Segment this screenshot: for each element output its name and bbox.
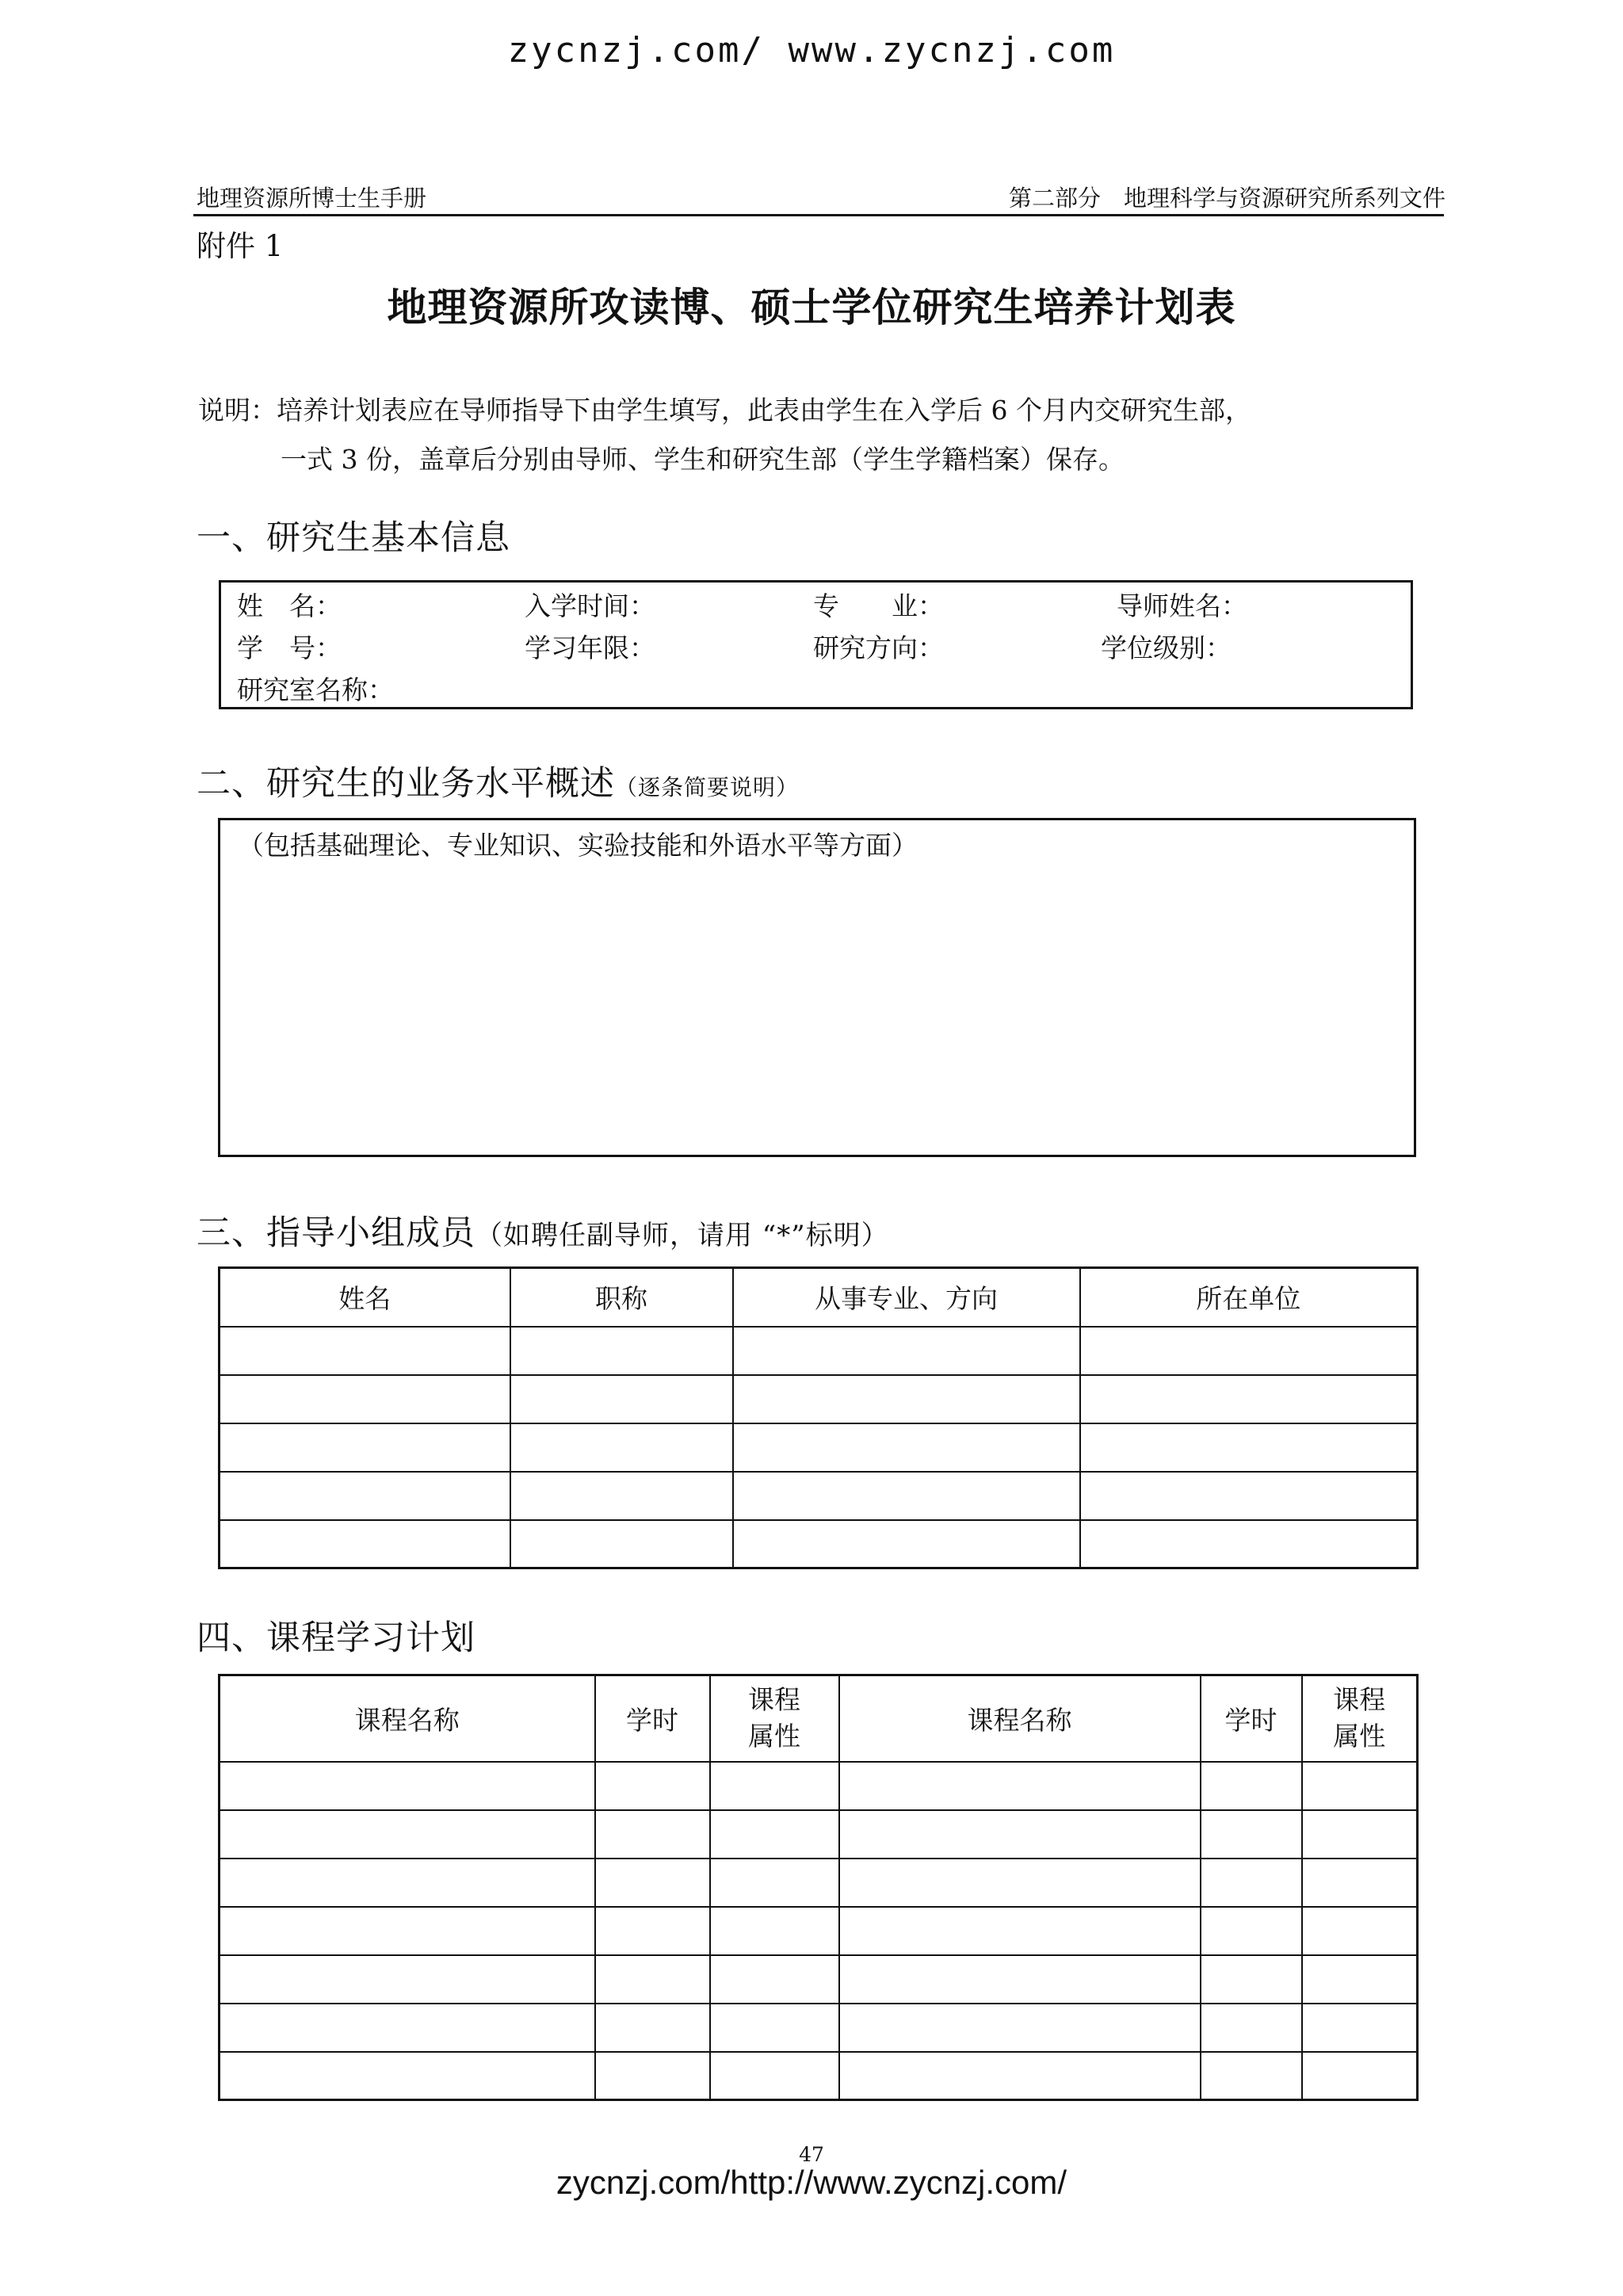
- basic-info-box: [219, 580, 1413, 709]
- table-row: [220, 1907, 1418, 1955]
- table-row: [220, 2052, 1418, 2100]
- table-cell[interactable]: [839, 2004, 1201, 2052]
- field-name[interactable]: 姓 名：: [237, 590, 342, 621]
- table-cell[interactable]: [220, 2004, 595, 2052]
- watermark-bottom: zycnzj.com/http://www.zycnzj.com/: [556, 2164, 1067, 2201]
- course-attr-line1: 课程: [748, 1684, 800, 1716]
- table-cell[interactable]: [733, 1327, 1080, 1375]
- course-attr-line2-2: 属性: [1333, 1721, 1386, 1752]
- table-cell[interactable]: [510, 1472, 733, 1520]
- table-cell[interactable]: [595, 1859, 710, 1907]
- instructions-line-2: 一式 3 份，盖章后分别由导师、学生和研究生部（学生学籍档案）保存。: [281, 444, 1125, 475]
- table-cell[interactable]: [1201, 1907, 1302, 1955]
- table-cell[interactable]: [1302, 2052, 1418, 2100]
- instructions: [198, 386, 1251, 484]
- table-row: [220, 1520, 1418, 1568]
- instructions-line-1: 说明：培养计划表应在导师指导下由学生填写，此表由学生在入学后 6 个月内交研究生部，: [198, 395, 1251, 426]
- col-header-course-name-2: 课程名称: [839, 1675, 1201, 1762]
- col-header-name: 姓名: [220, 1268, 510, 1327]
- page-number: 47: [799, 2143, 824, 2166]
- col-header-affiliation: 所在单位: [1080, 1268, 1418, 1327]
- table-row: [220, 1859, 1418, 1907]
- section2-title-text: 二、研究生的业务水平概述: [197, 764, 615, 804]
- table-cell[interactable]: [220, 1907, 595, 1955]
- proficiency-summary-box[interactable]: [218, 818, 1416, 1157]
- section3-title: [197, 1206, 889, 1255]
- col-header-hours: 学时: [595, 1675, 710, 1762]
- header-rule: [193, 214, 1444, 216]
- table-cell[interactable]: [220, 1375, 510, 1423]
- table-cell[interactable]: [220, 1955, 595, 2004]
- table-row: [220, 2004, 1418, 2052]
- table-cell[interactable]: [733, 1520, 1080, 1568]
- section2-subtitle: （逐条简要说明）: [615, 774, 800, 800]
- table-cell[interactable]: [220, 1472, 510, 1520]
- section3-title-text: 三、指导小组成员: [197, 1213, 475, 1253]
- col-header-title: 职称: [510, 1268, 733, 1327]
- field-major[interactable]: 专 业：: [813, 590, 944, 621]
- table-cell[interactable]: [595, 1762, 710, 1810]
- table-header-row: [220, 1268, 1418, 1327]
- section3-subtitle: （如聘任副导师，请用 “*”标明）: [475, 1220, 889, 1251]
- table-cell[interactable]: [1201, 2004, 1302, 2052]
- col-header-specialty: 从事专业、方向: [733, 1268, 1080, 1327]
- table-cell[interactable]: [1080, 1520, 1418, 1568]
- table-row: [220, 1327, 1418, 1375]
- table-cell[interactable]: [510, 1423, 733, 1472]
- table-cell[interactable]: [839, 1955, 1201, 2004]
- col-header-course-attr-2: [1302, 1675, 1418, 1762]
- table-cell[interactable]: [595, 2004, 710, 2052]
- table-cell[interactable]: [839, 1810, 1201, 1859]
- course-attr-line1-2: 课程: [1333, 1684, 1386, 1716]
- table-cell[interactable]: [510, 1375, 733, 1423]
- table-cell[interactable]: [220, 1762, 595, 1810]
- table-cell[interactable]: [1080, 1327, 1418, 1375]
- table-cell[interactable]: [1201, 2052, 1302, 2100]
- field-degree-level[interactable]: 学位级别：: [1101, 632, 1232, 663]
- table-cell[interactable]: [220, 1859, 595, 1907]
- table-cell[interactable]: [710, 1859, 839, 1907]
- table-row: [220, 1762, 1418, 1810]
- table-cell[interactable]: [710, 1955, 839, 2004]
- table-row: [220, 1955, 1418, 2004]
- table-cell[interactable]: [839, 1859, 1201, 1907]
- table-cell[interactable]: [1302, 1907, 1418, 1955]
- table-cell[interactable]: [595, 1810, 710, 1859]
- field-study-years[interactable]: 学习年限：: [525, 632, 655, 663]
- table-cell[interactable]: [220, 1327, 510, 1375]
- col-header-course-attr: [710, 1675, 839, 1762]
- document-title: 地理资源所攻读博、硕士学位研究生培养计划表: [387, 285, 1236, 330]
- table-cell[interactable]: [1201, 1955, 1302, 2004]
- table-cell[interactable]: [220, 1810, 595, 1859]
- table-cell[interactable]: [595, 1955, 710, 2004]
- col-header-hours-2: 学时: [1201, 1675, 1302, 1762]
- table-cell[interactable]: [510, 1520, 733, 1568]
- field-lab-name[interactable]: 研究室名称：: [237, 674, 394, 705]
- table-cell[interactable]: [1302, 1810, 1418, 1859]
- table-cell[interactable]: [1201, 1762, 1302, 1810]
- table-cell[interactable]: [1201, 1859, 1302, 1907]
- table-cell[interactable]: [595, 1907, 710, 1955]
- field-advisor-name[interactable]: 导师姓名：: [1117, 590, 1247, 621]
- table-cell[interactable]: [733, 1375, 1080, 1423]
- course-attr-line2: 属性: [748, 1721, 800, 1752]
- section1-title: 一、研究生基本信息: [197, 518, 510, 558]
- table-cell[interactable]: [710, 2052, 839, 2100]
- running-header-right: 第二部分 地理科学与资源研究所系列文件: [1008, 185, 1445, 212]
- table-row: [220, 1423, 1418, 1472]
- table-cell[interactable]: [1302, 1762, 1418, 1810]
- table-cell[interactable]: [710, 1907, 839, 1955]
- table-cell[interactable]: [710, 1762, 839, 1810]
- watermark-top: zycnzj.com/ www.zycnzj.com: [507, 30, 1116, 71]
- table-cell[interactable]: [1080, 1423, 1418, 1472]
- table-cell[interactable]: [1201, 1810, 1302, 1859]
- table-row: [220, 1375, 1418, 1423]
- table-cell[interactable]: [839, 1907, 1201, 1955]
- table-cell[interactable]: [839, 2052, 1201, 2100]
- table-cell[interactable]: [1080, 1472, 1418, 1520]
- field-enroll-time[interactable]: 入学时间：: [525, 590, 655, 621]
- table-cell[interactable]: [1080, 1375, 1418, 1423]
- table-cell[interactable]: [1302, 1955, 1418, 2004]
- table-row: [220, 1472, 1418, 1520]
- field-student-id[interactable]: 学 号：: [237, 632, 342, 663]
- table-cell[interactable]: [220, 1423, 510, 1472]
- table-cell[interactable]: [1302, 2004, 1418, 2052]
- table-cell[interactable]: [510, 1327, 733, 1375]
- running-header-left: 地理资源所博士生手册: [197, 185, 427, 212]
- table-cell[interactable]: [595, 2052, 710, 2100]
- table-cell[interactable]: [733, 1423, 1080, 1472]
- course-plan-table: [218, 1674, 1419, 2101]
- field-research-direction[interactable]: 研究方向：: [813, 632, 944, 663]
- table-row: [220, 1810, 1418, 1859]
- section4-title: 四、课程学习计划: [197, 1618, 475, 1658]
- table-cell[interactable]: [839, 1762, 1201, 1810]
- table-cell[interactable]: [220, 2052, 595, 2100]
- table-cell[interactable]: [710, 2004, 839, 2052]
- table-cell[interactable]: [710, 1810, 839, 1859]
- section2-title: [197, 757, 799, 805]
- table-cell[interactable]: [220, 1520, 510, 1568]
- col-header-course-name: 课程名称: [220, 1675, 595, 1762]
- table-cell[interactable]: [733, 1472, 1080, 1520]
- proficiency-hint: （包括基础理论、专业知识、实验技能和外语水平等方面）: [238, 830, 918, 861]
- advisory-group-table: [218, 1266, 1419, 1569]
- table-cell[interactable]: [1302, 1859, 1418, 1907]
- table-header-row: [220, 1675, 1418, 1762]
- attachment-label: 附件 1: [197, 229, 284, 263]
